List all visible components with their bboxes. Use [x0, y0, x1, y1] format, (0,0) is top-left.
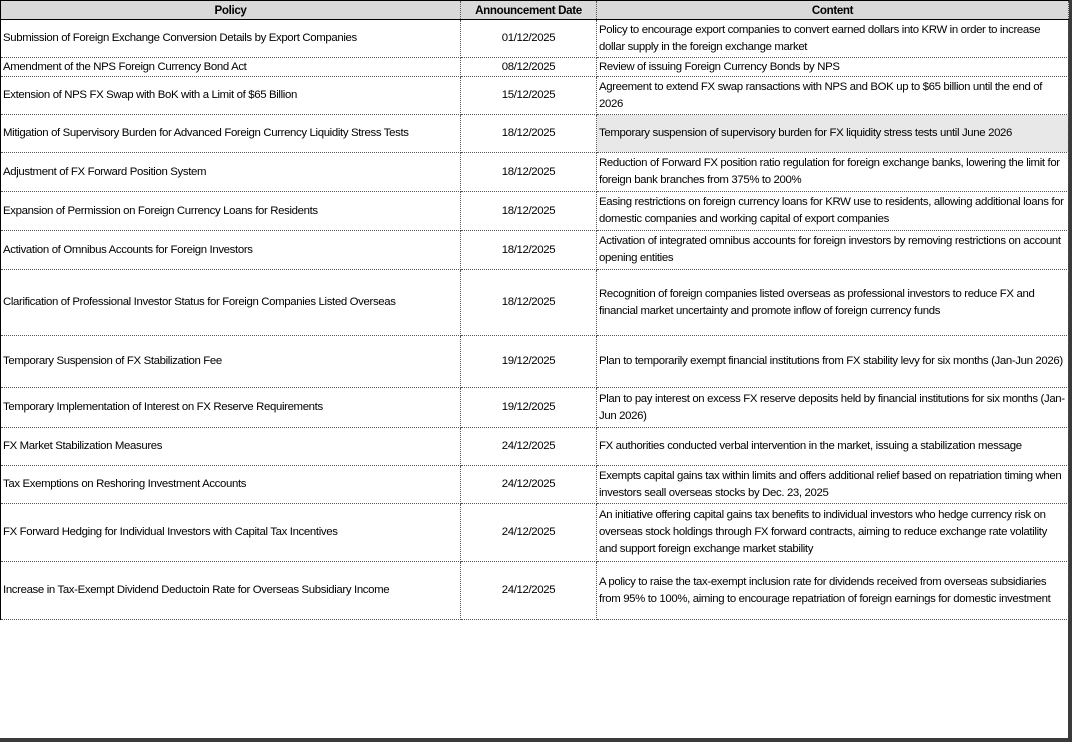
header-announcement-date: Announcement Date — [461, 1, 597, 20]
table-row — [1, 231, 1069, 270]
policy-cell: Amendment of the NPS Foreign Currency Bond Act — [1, 58, 461, 77]
policy-cell: Activation of Omnibus Accounts for Foreign Investors — [1, 231, 461, 270]
content-cell: Reduction of Forward FX position ratio regulation for foreign exchange banks, lowering the limit for foreign bank branches from 375% to 200% — [597, 153, 1069, 192]
content-cell: Temporary suspension of supervisory burden for FX liquidity stress tests until June 2026 — [597, 115, 1069, 153]
content-cell: Agreement to extend FX swap ransactions with NPS and BOK up to $65 billion until the end of 2026 — [597, 77, 1069, 115]
table-row — [1, 192, 1069, 231]
date-cell: 18/12/2025 — [461, 192, 597, 231]
policy-cell: Mitigation of Supervisory Burden for Advanced Foreign Currency Liquidity Stress Tests — [1, 115, 461, 153]
date-cell: 19/12/2025 — [461, 388, 597, 428]
content-cell: FX authorities conducted verbal intervention in the market, issuing a stabilization message — [597, 428, 1069, 466]
content-cell: Activation of integrated omnibus accounts for foreign investors by removing restrictions on account opening entities — [597, 231, 1069, 270]
policy-cell: Increase in Tax-Exempt Dividend Deductoin Rate for Overseas Subsidiary Income — [1, 562, 461, 620]
table-row — [1, 562, 1069, 620]
content-cell: Plan to temporarily exempt financial institutions from FX stability levy for six months (Jan-Jun 2026) — [597, 336, 1069, 388]
header-policy: Policy — [1, 1, 461, 20]
policy-cell: Tax Exemptions on Reshoring Investment Accounts — [1, 466, 461, 504]
content-cell: Review of issuing Foreign Currency Bonds by NPS — [597, 58, 1069, 77]
date-cell: 18/12/2025 — [461, 115, 597, 153]
policy-cell: Submission of Foreign Exchange Conversion Details by Export Companies — [1, 20, 461, 58]
date-cell: 18/12/2025 — [461, 270, 597, 336]
date-cell: 18/12/2025 — [461, 231, 597, 270]
table-row — [1, 466, 1069, 504]
header-content: Content — [597, 1, 1069, 20]
table-row — [1, 77, 1069, 115]
policy-cell: Temporary Suspension of FX Stabilization Fee — [1, 336, 461, 388]
content-cell: Exempts capital gains tax within limits and offers additional relief based on repatriation timing when investors seall overseas stocks by Dec. 23, 2025 — [597, 466, 1069, 504]
date-cell: 24/12/2025 — [461, 466, 597, 504]
table-row — [1, 58, 1069, 77]
policy-cell: FX Forward Hedging for Individual Investors with Capital Tax Incentives — [1, 504, 461, 562]
date-cell: 08/12/2025 — [461, 58, 597, 77]
table-row — [1, 270, 1069, 336]
content-cell: An initiative offering capital gains tax benefits to individual investors who hedge currency risk on overseas stock holdings through FX forward contracts, aiming to reduce exchange rate volatility and support foreign exchange market stability — [597, 504, 1069, 562]
content-cell: Recognition of foreign companies listed overseas as professional investors to reduce FX and financial market uncertainty and promote inflow of foreign currency funds — [597, 270, 1069, 336]
date-cell: 18/12/2025 — [461, 153, 597, 192]
table-row — [1, 504, 1069, 562]
content-cell: A policy to raise the tax-exempt inclusion rate for dividends received from overseas subsidiaries from 95% to 100%, aiming to encourage repatriation of foreign earnings for domestic investment — [597, 562, 1069, 620]
policy-cell: Clarification of Professional Investor Status for Foreign Companies Listed Overseas — [1, 270, 461, 336]
table-row — [1, 388, 1069, 428]
date-cell: 19/12/2025 — [461, 336, 597, 388]
table-row — [1, 336, 1069, 388]
table-row — [1, 115, 1069, 153]
content-cell: Policy to encourage export companies to convert earned dollars into KRW in order to increase dollar supply in the foreign exchange market — [597, 20, 1069, 58]
policy-cell: Expansion of Permission on Foreign Currency Loans for Residents — [1, 192, 461, 231]
policy-cell: Temporary Implementation of Interest on FX Reserve Requirements — [1, 388, 461, 428]
policy-cell: FX Market Stabilization Measures — [1, 428, 461, 466]
date-cell: 24/12/2025 — [461, 504, 597, 562]
table-row — [1, 20, 1069, 58]
date-cell: 01/12/2025 — [461, 20, 597, 58]
table-row — [1, 153, 1069, 192]
header-row — [1, 1, 1069, 20]
policy-cell: Adjustment of FX Forward Position System — [1, 153, 461, 192]
date-cell: 24/12/2025 — [461, 428, 597, 466]
content-cell: Plan to pay interest on excess FX reserve deposits held by financial institutions for six months (Jan-Jun 2026) — [597, 388, 1069, 428]
policy-cell: Extension of NPS FX Swap with BoK with a Limit of $65 Billion — [1, 77, 461, 115]
date-cell: 24/12/2025 — [461, 562, 597, 620]
table-row — [1, 428, 1069, 466]
content-cell: Easing restrictions on foreign currency loans for KRW use to residents, allowing additional loans for domestic companies and working capital of export companies — [597, 192, 1069, 231]
date-cell: 15/12/2025 — [461, 77, 597, 115]
